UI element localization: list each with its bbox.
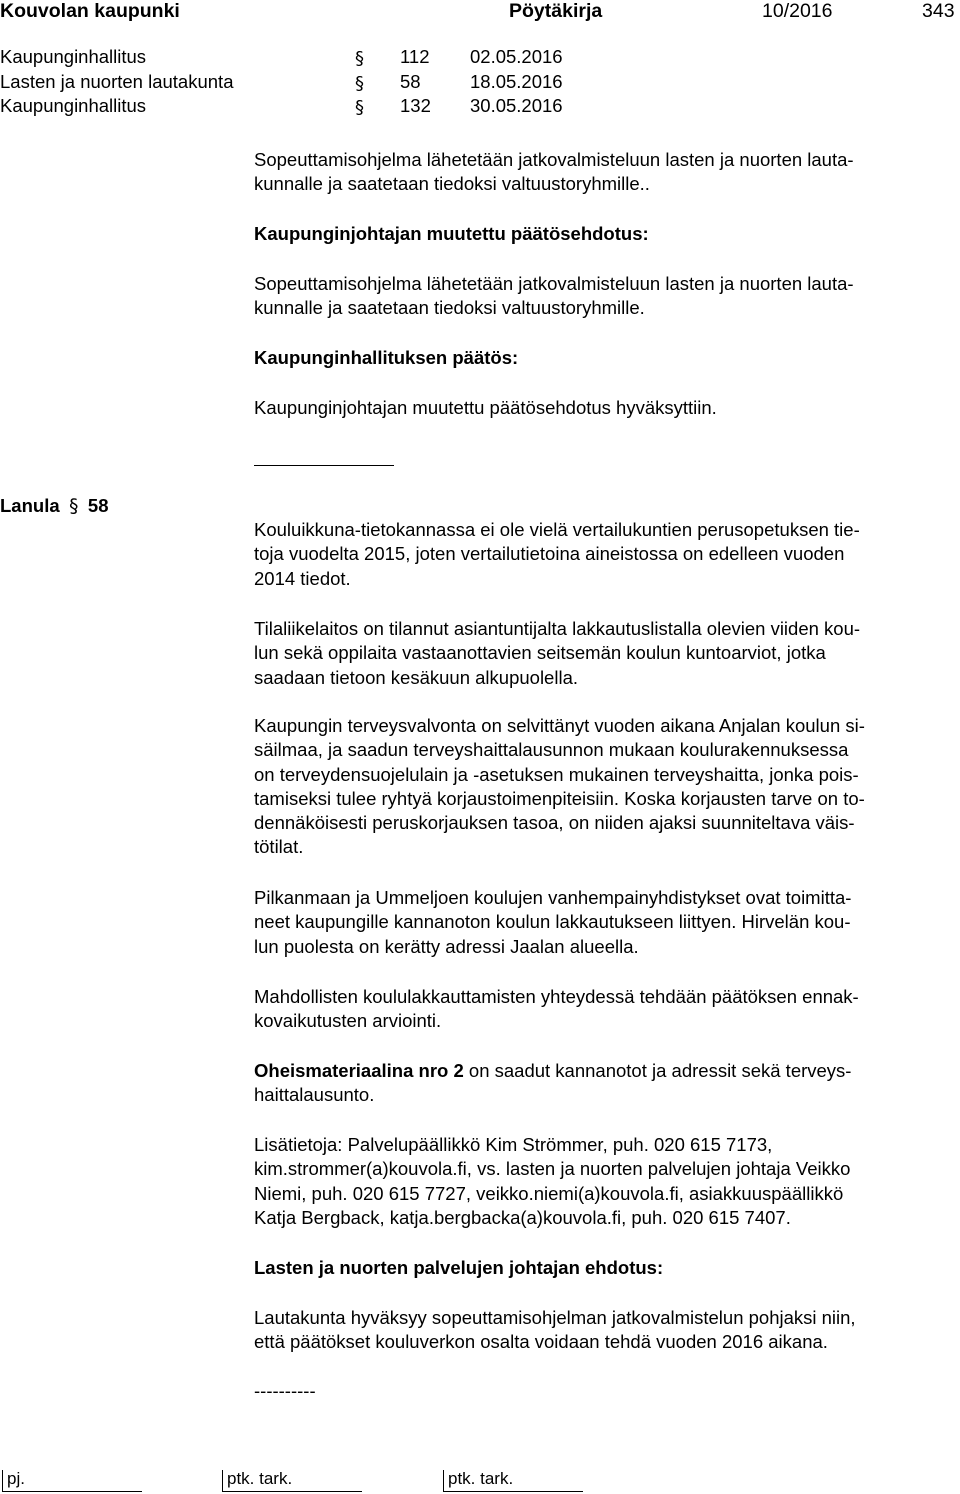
signature-bar xyxy=(2,1470,3,1492)
signature-bar xyxy=(443,1470,444,1492)
paragraph-health-inspection: Kaupungin terveysvalvonta on selvittänyt vuoden aikana Anjalan koulun si- säilmaa, ja saadun terveyshaittalausunnon mukaan koulurakennuksessa on terveydensuojelulain ja -asetuksen mukainen terveyshaitta, jonka pois- tamiseksi tulee ryhtyä korjaustoimenpiteisiin. Koska korjausten tarve on to- dennäköisesti peruskorjauksen tasoa, on niiden ajaksi suunniteltava väis- tötilat. xyxy=(254,715,865,858)
meeting-date: 30.05.2016 xyxy=(470,95,563,116)
svg-text:§: § xyxy=(355,48,364,69)
meeting-number: 132 xyxy=(400,95,431,116)
footer-checker-label-2: ptk. tark. xyxy=(448,1469,514,1488)
svg-text:§: § xyxy=(355,97,364,118)
paragraph-contact-info: Lisätietoja: Palvelupäällikkö Kim Strömmer, puh. 020 615 7173, kim.strommer(a)kouvola.fi, vs. lasten ja nuorten palvelujen johtaja Veikko Niemi, puh. 020 615 7727, veikko.niemi(a)kouvola.fi, asiakkuuspäällikkö Katja Bergback, katja.bergbacka(a)kouvola.fi, puh. 020 615 7407. xyxy=(254,1134,851,1228)
section-divider xyxy=(254,465,394,466)
city-name: Kouvolan kaupunki xyxy=(0,0,180,22)
paragraph-impact-assessment: Mahdollisten koululakkauttamisten yhteydessä tehdään päätöksen ennak- kovaikutusten arviointi. xyxy=(254,986,859,1032)
paragraph-condition-survey: Tilaliikelaitos on tilannut asiantuntijalta lakkautuslistalla olevien viiden kou- lun sekä oppilaita vastaanottavien seitsemän koulun kuntoarviot, jotka saadaan tietoon kesäkuun alkupuolella. xyxy=(254,618,861,688)
section-label: Lanula § 58 xyxy=(0,495,109,517)
page-number: 343 xyxy=(922,0,955,22)
meeting-body: Lasten ja nuorten lautakunta xyxy=(0,71,234,92)
paragraph-director-proposal: Lautakunta hyväksyy sopeuttamisohjelman jatkovalmistelun pohjaksi niin, että päätökset kouluverkon osalta voidaan tehdä vuoden 2016 aikana. xyxy=(254,1307,856,1353)
section-sign-icon: § xyxy=(69,496,79,517)
meeting-date: 02.05.2016 xyxy=(470,46,563,67)
paragraph-board-decision: Kaupunginjohtajan muutettu päätösehdotus hyväksyttiin. xyxy=(254,397,717,418)
meeting-number: 112 xyxy=(400,46,430,67)
issue-number: 10/2016 xyxy=(762,0,833,22)
paragraph-parent-associations: Pilkanmaan ja Ummeljoen koulujen vanhempainyhdistykset ovat toimitta- neet kaupungille kannanoton koulun lakkautukseen liittyen. Hirvelän kou- lun puolesta on kerätty adressi Jaalan alueella. xyxy=(254,887,852,957)
heading-director-proposal: Lasten ja nuorten palvelujen johtajan ehdotus: xyxy=(254,1257,664,1278)
heading-mayor-proposal: Kaupunginjohtajan muutettu päätösehdotus: xyxy=(254,223,649,244)
paragraph-school-database: Kouluikkuna-tietokannassa ei ole vielä vertailukuntien perusopetuksen tie- toja vuodelta 2015, joten vertailutietoina aineistossa on edelleen vuoden 2014 tiedot. xyxy=(254,519,860,589)
section-sign-icon xyxy=(355,95,365,117)
signature-line xyxy=(443,1491,583,1492)
footer-chair-label: pj. xyxy=(7,1469,25,1488)
dash-separator: ---------- xyxy=(254,1380,316,1401)
signature-bar xyxy=(222,1470,223,1492)
document-type: Pöytäkirja xyxy=(509,0,603,22)
meeting-body: Kaupunginhallitus xyxy=(0,46,147,67)
section-sign-icon xyxy=(355,46,365,68)
footer-checker-label-1: ptk. tark. xyxy=(227,1469,293,1488)
paragraph-referral: Sopeuttamisohjelma lähetetään jatkovalmisteluun lasten ja nuorten lauta- kunnalle ja saatetaan tiedoksi valtuustoryhmille.. xyxy=(254,149,854,195)
paragraph-mayor-proposal: Sopeuttamisohjelma lähetetään jatkovalmisteluun lasten ja nuorten lauta- kunnalle ja saatetaan tiedoksi valtuustoryhmille. xyxy=(254,273,854,319)
meeting-date: 18.05.2016 xyxy=(470,71,563,92)
signature-line xyxy=(222,1491,362,1492)
meeting-number: 58 xyxy=(400,71,421,92)
paragraph-attachment: Oheismateriaalina nro 2 on saadut kannanotot ja adressit sekä terveys- haittalausunto. xyxy=(254,1060,852,1106)
heading-board-decision: Kaupunginhallituksen päätös: xyxy=(254,347,519,368)
attachment-label: Oheismateriaalina nro 2 xyxy=(254,1060,464,1081)
signature-line xyxy=(2,1491,142,1492)
section-sign-icon xyxy=(355,71,365,93)
meeting-body: Kaupunginhallitus xyxy=(0,95,147,116)
svg-text:§: § xyxy=(355,73,364,94)
